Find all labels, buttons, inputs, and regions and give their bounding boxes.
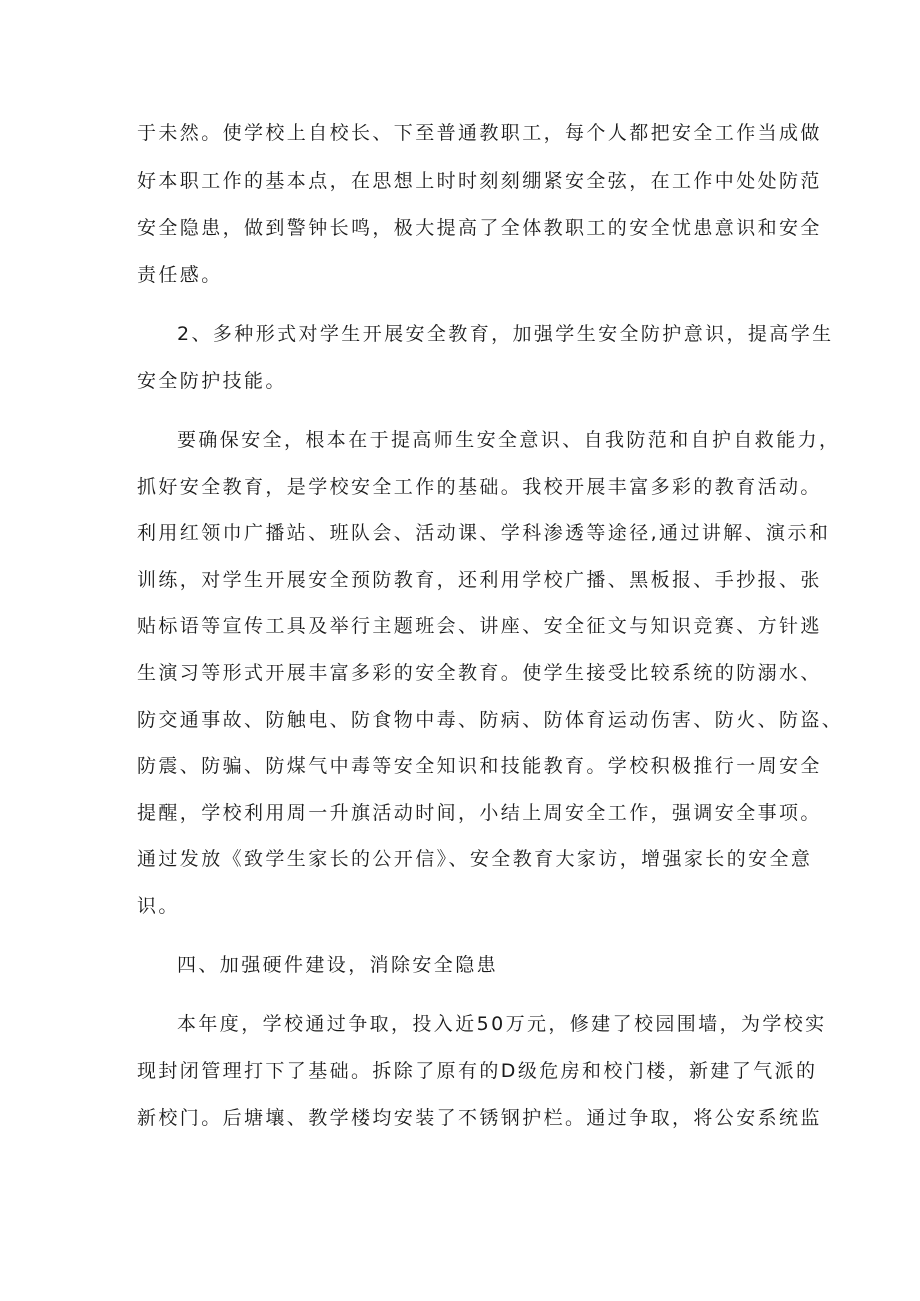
text-line: 安全隐患，做到警钟长鸣，极大提高了全体教职工的安全忧患意识和安全 (137, 217, 822, 239)
section-heading: 四、加强硬件建设，消除安全隐患 (177, 954, 499, 976)
text-line: 于未然。使学校上自校长、下至普通教职工，每个人都把安全工作当成做 (137, 122, 822, 144)
text-line: 要确保安全，根本在于提高师生安全意识、自我防范和自护自救能力， (177, 429, 841, 451)
section-heading: 2、多种形式对学生开展安全教育，加强学生安全防护意识，提高学生 (177, 323, 834, 345)
text-line: 提醒，学校利用周一升旗活动时间，小结上周安全工作，强调安全事项。 (137, 802, 822, 824)
text-line: 责任感。 (137, 264, 223, 286)
text-line: 生演习等形式开展丰富多彩的安全教育。使学生接受比较系统的防溺水、 (137, 662, 822, 684)
text-line: 本年度，学校通过争取，投入近50万元，修建了校园围墙，为学校实 (177, 1013, 827, 1035)
text-line: 新校门。后塘壤、教学楼均安装了不锈钢护栏。通过争取，将公安系统监 (137, 1107, 822, 1129)
text-line: 安全防护技能。 (137, 370, 287, 392)
text-line: 利用红领巾广播站、班队会、活动课、学科渗透等途径,通过讲解、演示和 (137, 522, 831, 544)
text-line: 识。 (137, 895, 180, 917)
text-line: 贴标语等宣传工具及举行主题班会、讲座、安全征文与知识竞赛、方针逃 (137, 615, 822, 637)
text-line: 好本职工作的基本点，在思想上时时刻刻绷紧安全弦，在工作中处处防范 (137, 170, 822, 192)
text-line: 防交通事故、防触电、防食物中毒、防病、防体育运动伤害、防火、防盗、 (137, 709, 844, 731)
text-line: 抓好安全教育，是学校安全工作的基础。我校开展丰富多彩的教育活动。 (137, 476, 822, 498)
text-line: 防震、防骗、防煤气中毒等安全知识和技能教育。学校积极推行一周安全 (137, 755, 822, 777)
text-line: 现封闭管理打下了基础。拆除了原有的D级危房和校门楼，新建了气派的 (137, 1060, 818, 1082)
text-line: 通过发放《致学生家长的公开信》、安全教育大家访，增强家长的安全意 (137, 848, 813, 870)
text-line: 训练，对学生开展安全预防教育，还利用学校广播、黑板报、手抄报、张 (137, 569, 822, 591)
